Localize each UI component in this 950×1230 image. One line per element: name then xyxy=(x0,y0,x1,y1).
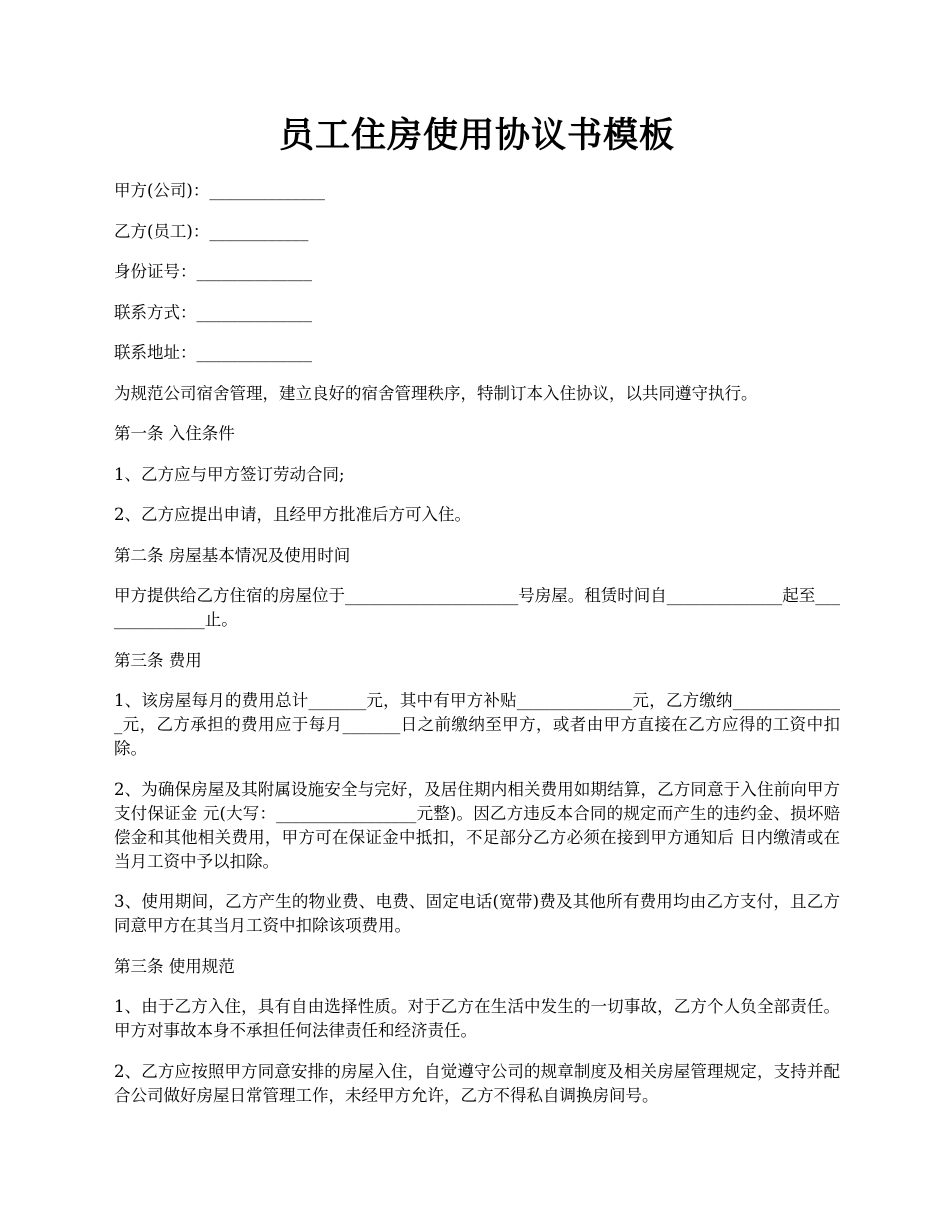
article-3-item-3: 3、使用期间，乙方产生的物业费、电费、固定电话(宽带)费及其他所有费用均由乙方支付，且乙方同意甲方在其当月工资中扣除该项费用。 xyxy=(114,892,840,935)
article-2-heading: 第二条 房屋基本情况及使用时间 xyxy=(114,545,351,565)
article-1-heading: 第一条 入住条件 xyxy=(114,424,235,443)
article-4-heading: 第三条 使用规范 xyxy=(114,956,235,976)
document-title: 员工住房使用协议书模板 xyxy=(278,115,675,156)
article-3-heading: 第三条 费用 xyxy=(114,650,202,670)
party-b-field: 乙方(员工)：____________ xyxy=(114,221,309,241)
article-1-item-2: 2、乙方应提出申请，且经甲方批准后方可入住。 xyxy=(114,505,471,524)
article-1-item-1: 1、乙方应与甲方签订劳动合同; xyxy=(114,464,345,484)
address-field: 联系地址：______________ xyxy=(114,343,312,362)
contact-field: 联系方式：______________ xyxy=(114,302,312,322)
document-body xyxy=(114,179,840,1124)
article-3-item-1: 1、该房屋每月的费用总计_______元，其中有甲方补贴______________元，乙方缴纳______________元，乙方承担的费用应于每月_______日之前缴纳至甲方，或者由甲方直接在乙方应得的工资中扣除。 xyxy=(114,691,840,758)
party-a-field: 甲方(公司)：______________ xyxy=(114,181,325,200)
article-2-text: 甲方提供给乙方住宿的房屋位于_____________________号房屋。租赁时间自______________起至______________止。 xyxy=(114,586,840,629)
article-4-item-2: 2、乙方应按照甲方同意安排的房屋入住，自觉遵守公司的规章制度及相关房屋管理规定，支持并配合公司做好房屋日常管理工作，未经甲方允许，乙方不得私自调换房间号。 xyxy=(114,1061,840,1105)
id-number-field: 身份证号：______________ xyxy=(114,262,312,281)
article-3-item-2: 2、为确保房屋及其附属设施安全与完好，及居住期内相关费用如期结算，乙方同意于入住前向甲方支付保证金 元(大写：_________________元整)。因乙方违反本合同的规定而产生的违约金、损坏赔偿金和其他相关费用，甲方可在保证金中抵扣，不足部分乙方必须在接到甲方通知后 日内缴清或在当月工资中予以扣除。 xyxy=(114,779,840,871)
article-4-item-1: 1、由于乙方入住，具有自由选择性质。对于乙方在生活中发生的一切事故，乙方个人负全部责任。甲方对事故本身不承担任何法律责任和经济责任。 xyxy=(114,997,840,1040)
intro-paragraph: 为规范公司宿舍管理，建立良好的宿舍管理秩序，特制订本入住协议，以共同遵守执行。 xyxy=(114,383,758,403)
